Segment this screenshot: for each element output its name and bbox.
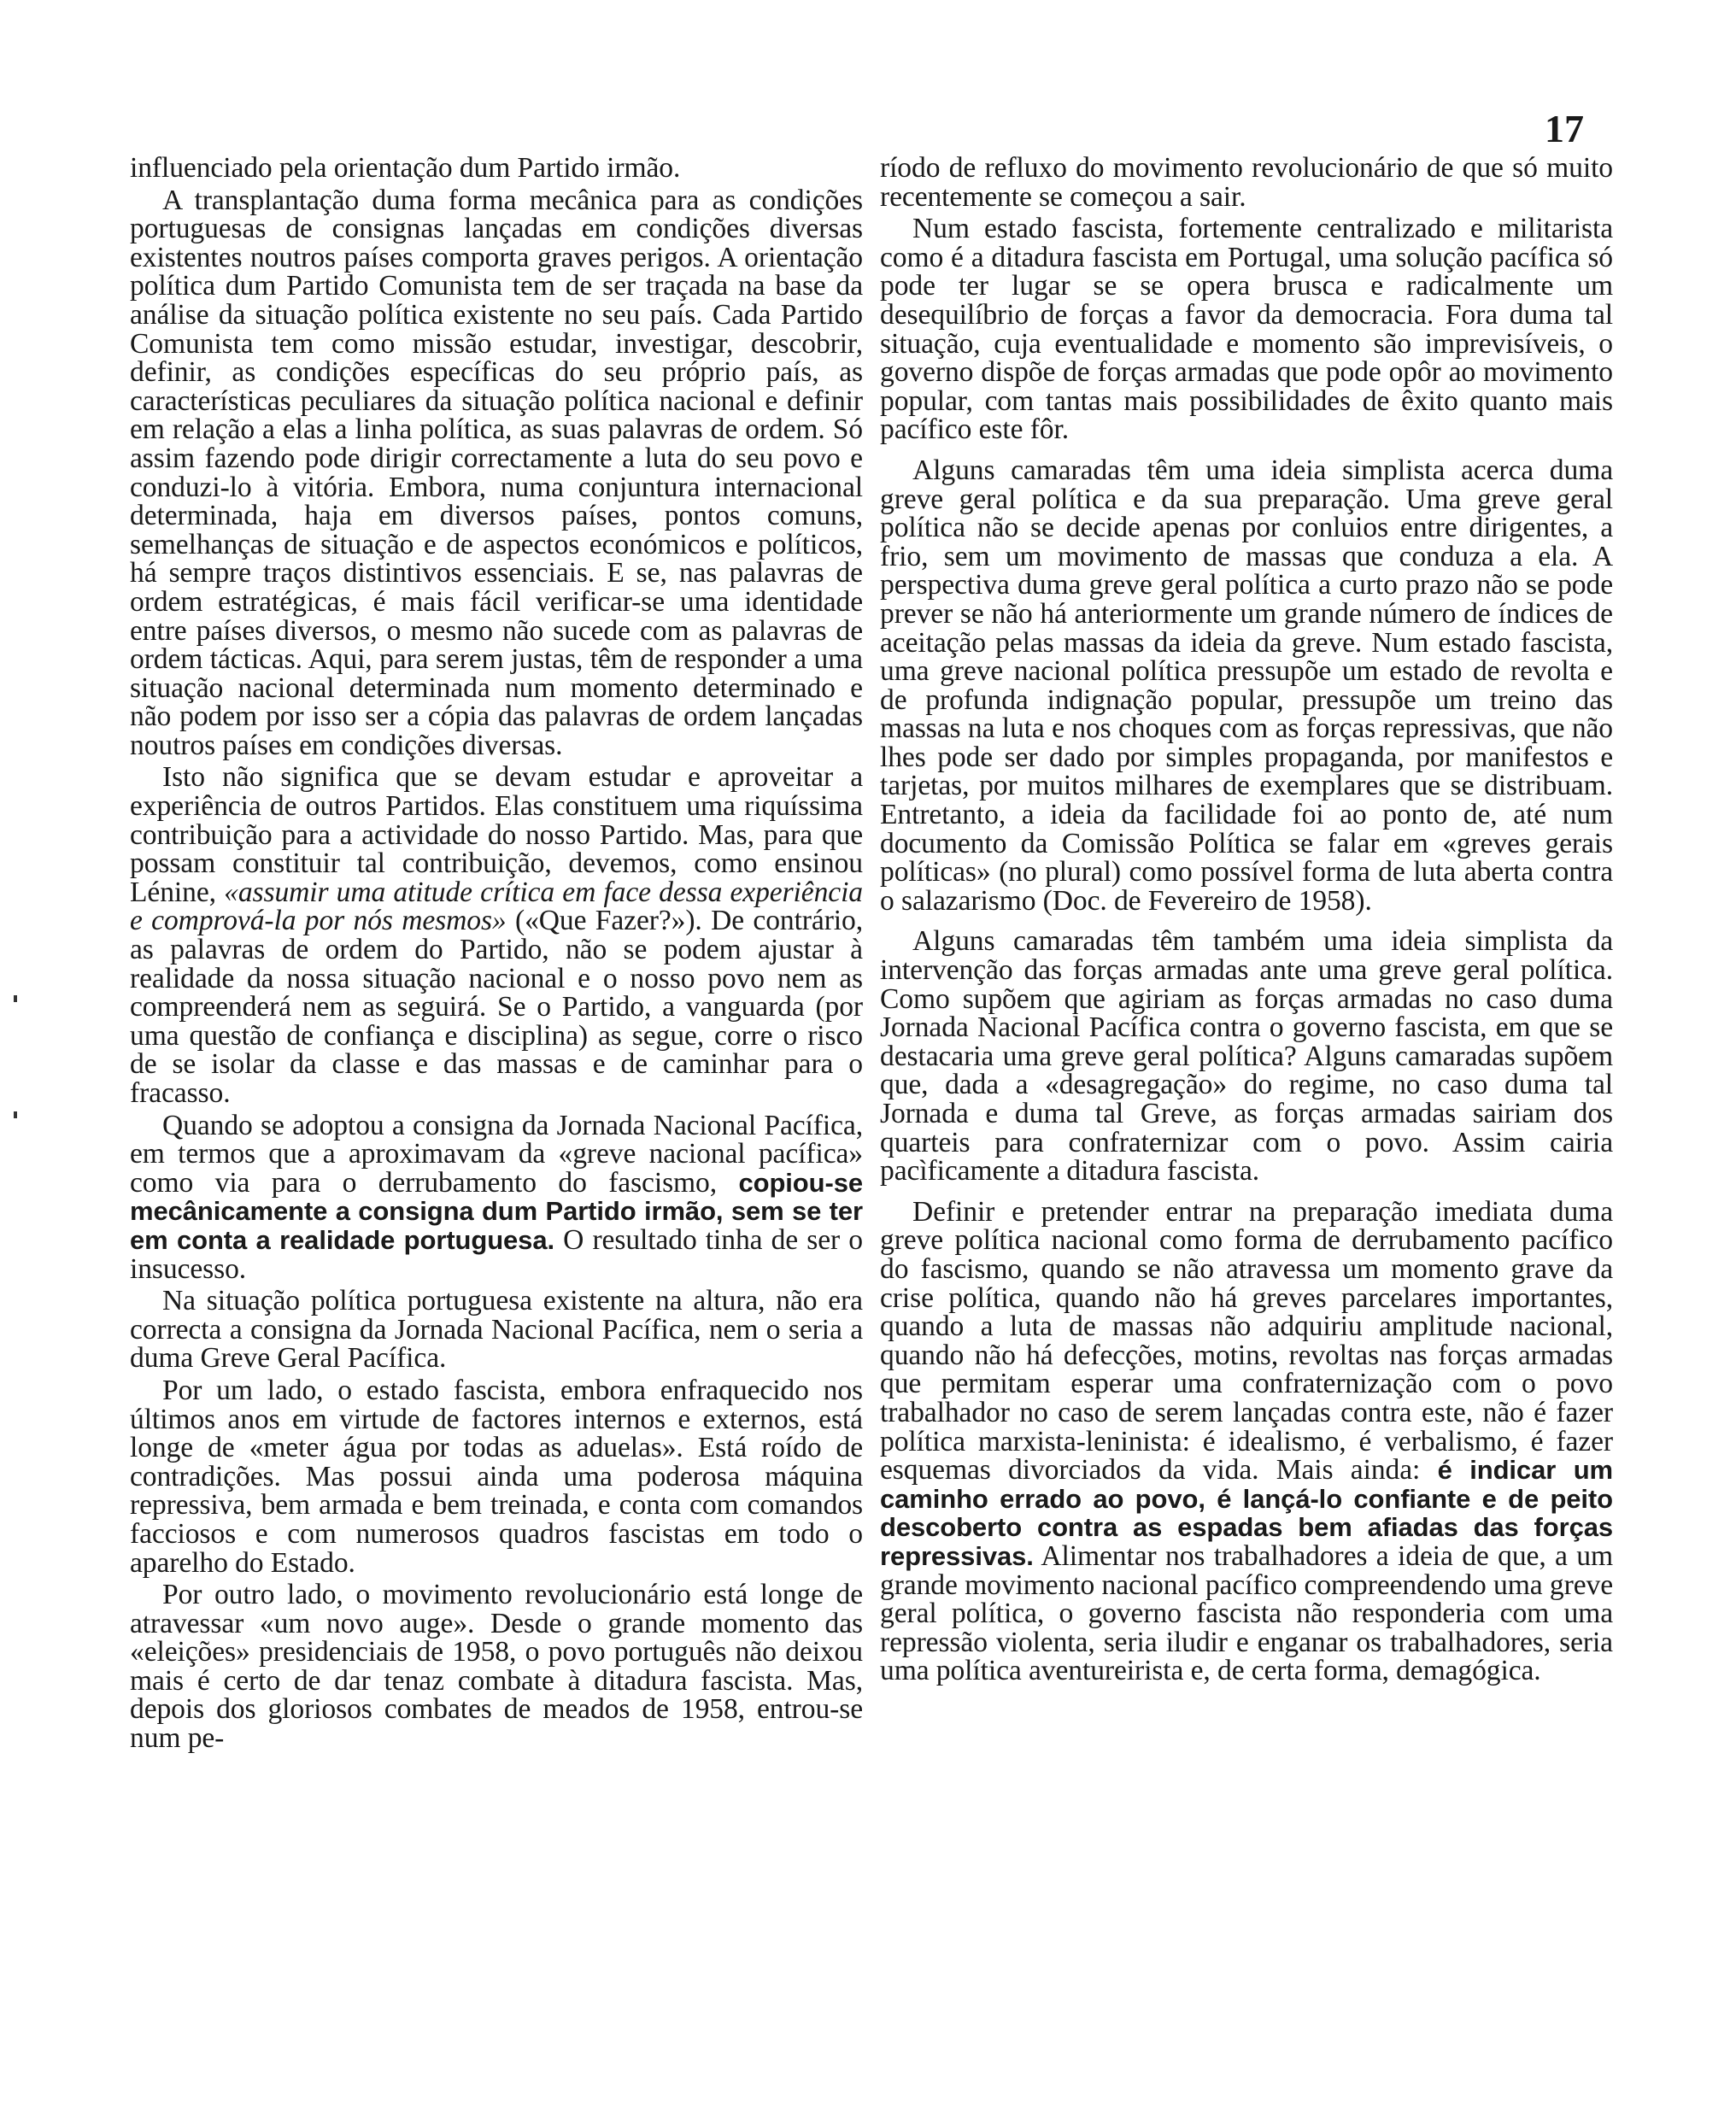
margin-mark: [14, 1111, 17, 1118]
paragraph: Por outro lado, o movimento revolucionário está longe de atravessar «um novo auge». Desde o grande momento das «eleições» presidenciais de 1958, o povo português não deixou mais é certo de dar tenaz combate à ditadura fascista. Mas, depois dos gloriosos combates de meados de 1958, entrou-se num pe-: [130, 1579, 863, 1755]
paragraph: [880, 1195, 1613, 1687]
left-column: [130, 154, 863, 1756]
paragraph-text: O resultado tinha de ser o insucesso.: [130, 1223, 863, 1285]
paragraph: Na situação política portuguesa existente na altura, não era correcta a consigna da Jornada Nacional Pacífica, nem o seria a duma Greve Geral Pacífica.: [130, 1285, 863, 1375]
paragraph: Num estado fascista, fortemente centralizado e militarista como é a ditadura fascista em Portugal, uma solução pacífica só pode ter lugar se se opera brusca e radicalmente um desequilíbrio de forças a favor da democracia. Fora duma tal situação, cuja eventualidade e momento são imprevisíveis, o governo dispõe de forças armadas que pode opôr ao movimento popular, com tantas mais possibilidades de êxito quanto mais pacífico este fôr.: [880, 213, 1613, 446]
paragraph: [130, 1111, 863, 1284]
right-column: [880, 154, 1613, 1689]
paragraph: [130, 763, 863, 1107]
emphasized-text: é indicar um caminho errado ao povo, é lançá-lo confiante e de peito descoberto contra as espadas bem afiadas das forças repressivas.: [880, 1455, 1613, 1571]
paragraph: A transplantação duma forma mecânica para as condições portuguesas de consignas lançadas em condições diversas existentes noutros países comporta graves perigos. A orientação política dum Partido Comunista tem de ser traçada na base da análise da situação política existente no seu país. Cada Partido Comunista tem como missão estudar, investigar, descobrir, definir, as condições específicas do seu próprio país, as características peculiares da situação política nacional e definir em relação a elas a linha política, as suas palavras de ordem. Só assim fazendo pode dirigir correctamente a luta do seu povo e conduzi-lo à vitória. Embora, numa conjuntura internacional determinada, haja em diversos países, pontos comuns, semelhanças de situação e de aspectos económicos e políticos, há sempre traços distintivos essenciais. E se, nas palavras de ordem estratégicas, é mais fácil verificar-se uma identidade entre países diversos, o mesmo não sucede com as palavras de ordem tácticas. Aqui, para serem justas, têm de responder a uma situação nacional determinada num momento determinado e não podem por isso ser a cópia das palavras de ordem lançadas noutros países em condições diversas.: [130, 184, 863, 761]
paragraph-text: Alimentar nos trabalhadores a ideia de que, a um grande movimento nacional pacífico compreendendo uma greve geral política, o governo fascista não responderia com uma repressão violenta, seria iludir e enganar os trabalhadores, seria uma política aventureirista e, de certa forma, demagógica.: [880, 1539, 1613, 1687]
margin-mark: [14, 995, 17, 1002]
paragraph-text: («Que Fazer?»). De contrário, as palavras de ordem do Partido, não se podem ajustar à realidade da nossa situação nacional e o nosso povo nem as compreenderá nem as seguirá. Se o Partido, a vanguarda (por uma questão de confiança e disciplina) as segue, corre o risco de se isolar da classe e das massas e de caminhar para o fracasso.: [130, 905, 863, 1109]
paragraph: Alguns camaradas têm uma ideia simplista acerca duma greve geral política e da sua preparação. Uma greve geral política não se decide apenas por conluios entre dirigentes, a frio, sem um movimento de massas que conduza a ela. A perspectiva duma greve geral política a curto prazo não se pode prever se não há anteriormente um grande número de índices de aceitação pelas massas da ideia da greve. Num estado fascista, uma greve nacional política pressupõe um estado de revolta e de profunda indignação popular, pressupõe um treino das massas na luta e nos choques com as forças repressivas, que não lhes pode ser dado por simples propaganda, por manifestos e tarjetas, por muitos milhares de exemplares que se distribuam. Entretanto, a ideia da facilidade foi ao ponto de, até num documento da Comissão Política se falar em «greves gerais políticas» (no plural) como possível forma de luta aberta contra o salazarismo (Doc. de Fevereiro de 1958).: [880, 454, 1613, 917]
paragraph-text: Quando se adoptou a consigna da Jornada Nacional Pacífica, em termos que a aproximavam da «greve nacional pacífica» como via para o derrubamento do fascismo,: [130, 1109, 863, 1199]
paragraph: Por um lado, o estado fascista, embora enfraquecido nos últimos anos em virtude de factores internos e externos, está longe de «meter água por todas as aduelas». Está roído de contradições. Mas possui ainda uma poderosa máquina repressiva, bem armada e bem treinada, e conta com comandos facciosos e com numerosos quadros fascistas em todo o aparelho do Estado.: [130, 1374, 863, 1579]
paragraph-text: Definir e pretender entrar na preparação imediata duma greve política nacional como forma de derrubamento pacífico do fascismo, quando se não atravessa um momento grave da crise política, quando não há greves parcelares importantes, quando a luta de massas não adquiriu amplitude nacional, quando não há defecções, motins, revoltas nas forças armadas que permitam esperar uma confraternização com o povo trabalhador no caso de serem lançadas contra este, não é fazer política marxista-leninista: é idealismo, é verbalismo, é fazer esquemas divorciados da vida. Mais ainda:: [880, 1195, 1613, 1486]
paragraph: influenciado pela orientação dum Partido irmão.: [130, 152, 681, 184]
paragraph: Alguns camaradas têm também uma ideia simplista da intervenção das forças armadas ante uma greve geral política. Como supõem que agiriam as forças armadas no caso duma Jornada Nacional Pacífica contra o governo fascista, em que se destacaria uma greve geral política? Alguns camaradas supõem que, dada a «desagregação» do regime, no caso duma tal Jornada e duma tal Greve, as forças armadas sairiam dos quarteis para confraternizar com o povo. Assim cairia pacìficamente a ditadura fascista.: [880, 925, 1613, 1187]
page-number: 17: [1545, 107, 1584, 150]
paragraph-text: Isto não significa que se devam estudar e aproveitar a experiência de outros Partidos. Elas constituem uma riquíssima contribuição para a actividade do nosso Partido. Mas, para que possam constituir tal contribuição, devemos, como ensinou Lénine,: [130, 761, 863, 908]
lenin-quote: «assumir uma atitude crítica em face dessa experiência e comprová-la por nós mesmos»: [130, 876, 863, 937]
emphasized-text: copiou-se mecânicamente a consigna dum Partido irmão, sem se ter em conta a realidade portuguesa.: [130, 1167, 863, 1255]
paragraph: ríodo de refluxo do movimento revolucionário de que só muito recentemente se começou a sair.: [880, 152, 1613, 213]
